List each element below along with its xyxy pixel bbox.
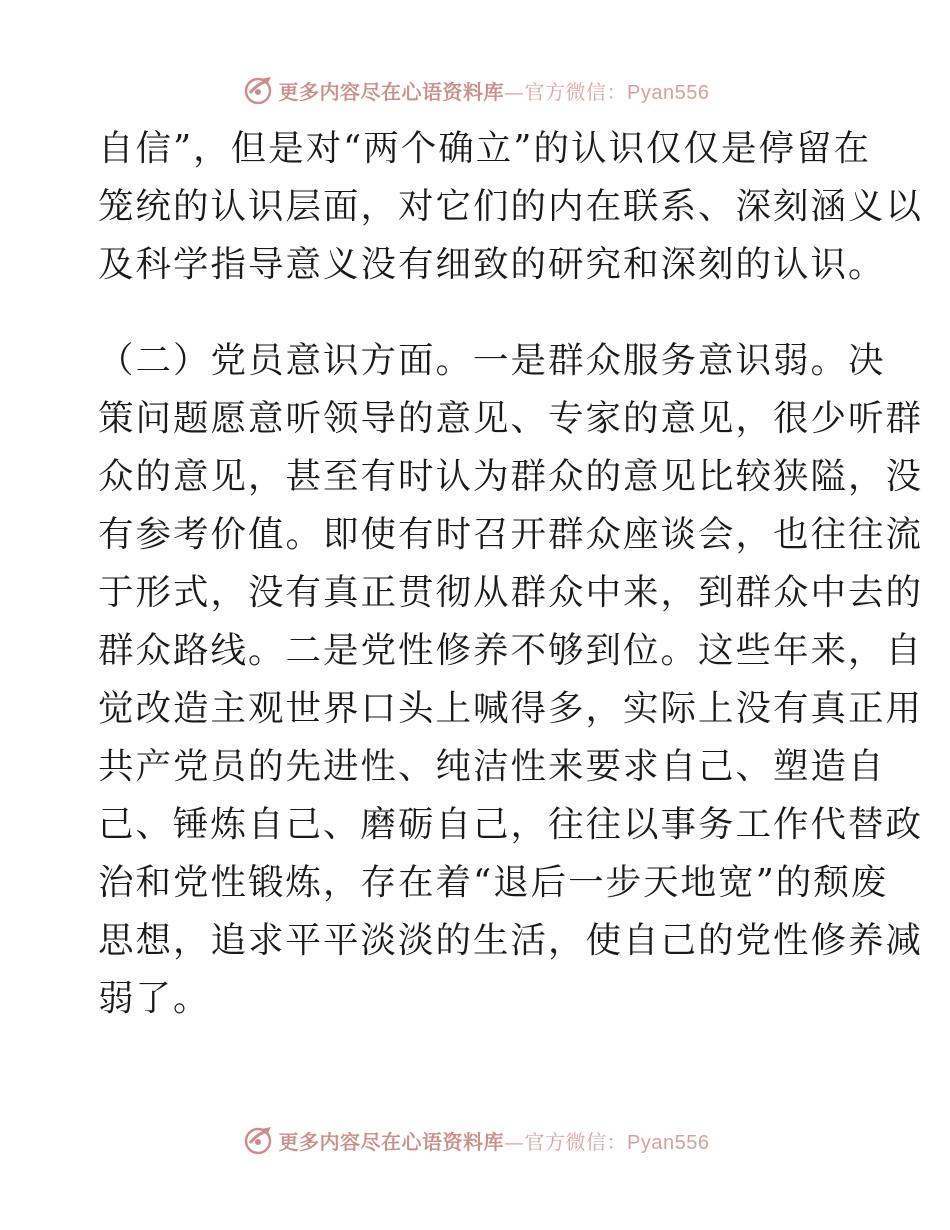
watermark-id: Pyan556 <box>627 1131 710 1154</box>
watermark-label: 官方微信： <box>524 1129 628 1154</box>
watermark-text <box>279 76 710 105</box>
text-line: （二）党员意识方面。一是群众服务意识弱。决 <box>98 340 886 381</box>
text-line: 治和党性锻炼，存在着“退后一步天地宽”的颓废 <box>98 862 889 903</box>
watermark-text <box>279 1126 710 1155</box>
document-body <box>98 120 924 1028</box>
text-line: 己、锤炼自己、磨砺自己，往往以事务工作代替政 <box>98 804 924 845</box>
paragraph-gap <box>98 294 858 332</box>
watermark-id: Pyan556 <box>627 81 710 104</box>
text-line: 及科学指导意义没有细致的研究和深刻的认识。 <box>98 244 886 285</box>
text-line: 众的意见，甚至有时认为群众的意见比较狭隘，没 <box>98 456 924 497</box>
text-line: 于形式，没有真正贯彻从群众中来，到群众中去的 <box>98 572 924 613</box>
paragraph-1 <box>98 120 924 294</box>
text-line: 策问题愿意听领导的意见、专家的意见，很少听群 <box>98 398 924 439</box>
header-watermark <box>0 70 950 110</box>
text-line: 思想，追求平平淡淡的生活，使自己的党性修养减 <box>98 920 924 961</box>
watermark-label: 官方微信： <box>524 79 628 104</box>
text-line: 群众路线。二是党性修养不够到位。这些年来，自 <box>98 630 924 671</box>
watermark-dash: — <box>504 79 525 104</box>
text-line: 觉改造主观世界口头上喊得多，实际上没有真正用 <box>98 688 924 729</box>
paragraph-2 <box>98 332 924 1028</box>
watermark-logo-icon <box>241 1123 275 1157</box>
watermark-logo-icon <box>241 73 275 107</box>
text-line: 有参考价值。即使有时召开群众座谈会，也往往流 <box>98 514 924 555</box>
text-line: 弱了。 <box>98 978 211 1019</box>
text-line: 笼统的认识层面，对它们的内在联系、深刻涵义以 <box>98 186 924 227</box>
watermark-dash: — <box>504 1129 525 1154</box>
text-line: 自信”，但是对“两个确立”的认识仅仅是停留在 <box>98 128 871 169</box>
footer-watermark <box>0 1120 950 1160</box>
watermark-main: 更多内容尽在心语资料库 <box>278 1129 505 1154</box>
watermark-main: 更多内容尽在心语资料库 <box>278 79 505 104</box>
text-line: 共产党员的先进性、纯洁性来要求自己、塑造自 <box>98 746 886 787</box>
